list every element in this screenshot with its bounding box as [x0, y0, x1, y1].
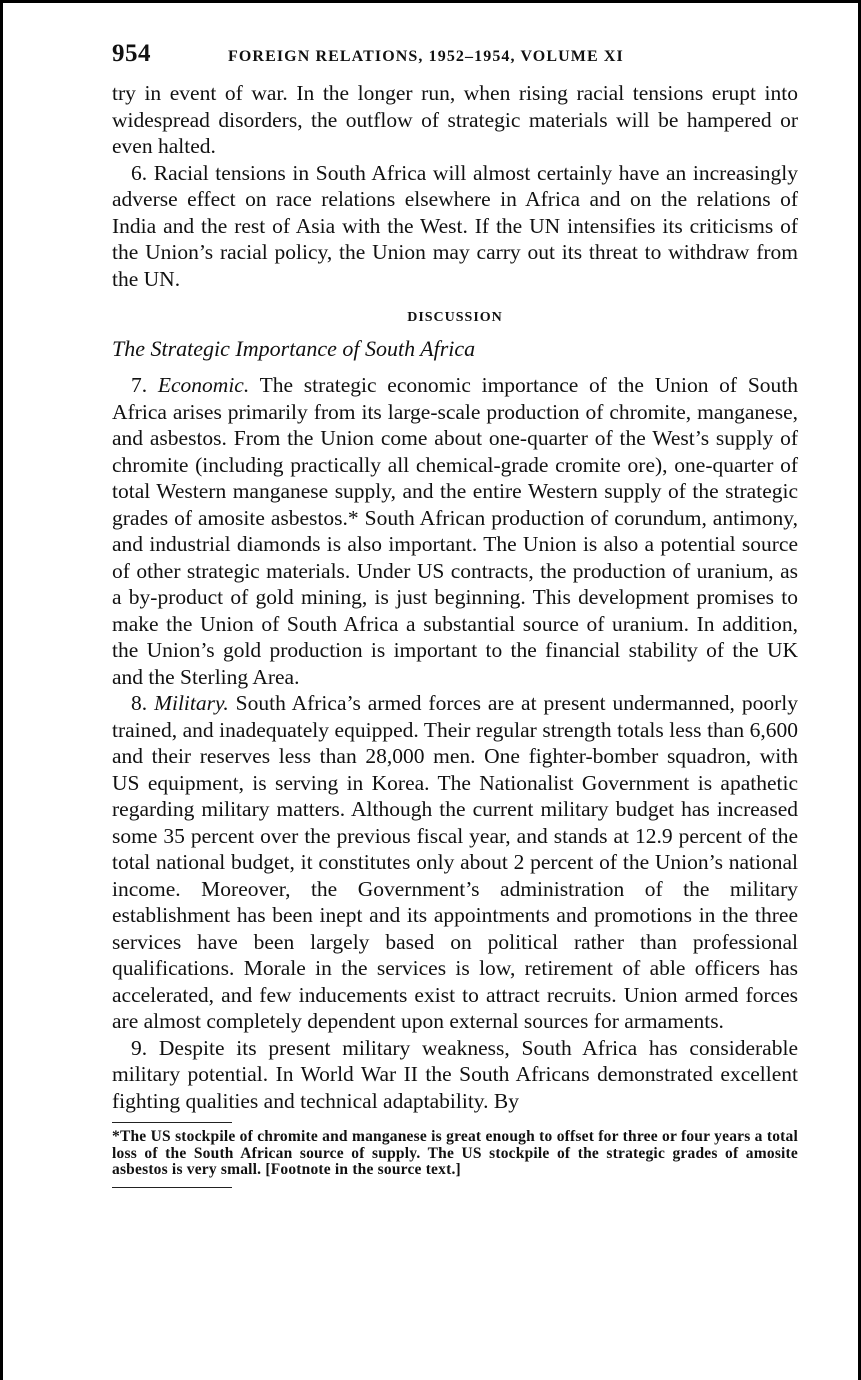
page-border-top	[0, 0, 861, 3]
paragraph-8-term: Military.	[154, 691, 229, 715]
page-border-left	[0, 0, 3, 1380]
running-head: FOREIGN RELATIONS, 1952–1954, VOLUME XI	[228, 48, 624, 65]
paragraph-9: 9. Despite its present military weakness, South Africa has considerable military potential. In World War II the South Africans demonstrated excellent fighting qualities and technical adaptability. By	[112, 1035, 798, 1113]
continuation-paragraph: try in event of war. In the longer run, when rising racial tensions erupt into widespread disorders, the outflow of strategic materials will be hampered or even halted.	[112, 81, 798, 158]
document-page	[112, 40, 798, 1188]
section-label: DISCUSSION	[407, 310, 503, 325]
paragraph-7	[112, 372, 798, 690]
page-number: 954	[112, 40, 151, 67]
paragraph-7-number: 7.	[131, 373, 158, 397]
page-header	[112, 40, 798, 80]
paragraph-8	[112, 690, 798, 1035]
footnote-divider	[112, 1122, 232, 1123]
paragraph-8-number: 8.	[131, 691, 155, 715]
paragraph-6: 6. Racial tensions in South Africa will almost certainly have an increasingly adverse effect on race relations elsewhere in Africa and on the relations of India and the rest of Asia with the West. If the UN intensifies its criticisms of the Union’s racial policy, the Union may carry out its threat to withdraw from the UN.	[112, 160, 798, 291]
footnote: *The US stockpile of chromite and manganese is great enough to offset for three or four years a total loss of the South African source of supply. The US stockpile of the strategic grades of amosite asbestos is very small. [Footnote in the source text.]	[112, 1128, 798, 1178]
paragraph-7-term: Economic.	[157, 373, 250, 397]
bottom-divider	[112, 1187, 232, 1188]
paragraph-7-text: The strategic economic importance of the Union of South Africa arises primarily from its large-scale production of chromite, manganese, and asbestos. From the Union come about one-quarter of the West’s supply of chromite (including practically all chemical-grade cromite ore), one-quarter of total Western manganese supply, and the entire Western supply of the strategic grades of amosite asbestos.* South African production of corundum, antimony, and industrial diamonds is also important. The Union is also a potential source of other strategic materials. Under US contracts, the production of uranium, as a by-product of gold mining, is just beginning. This development promises to make the Union of South Africa a substantial source of uranium. In addition, the Union’s gold production is important to the financial stability of the UK and the Sterling Area.	[112, 373, 799, 689]
paragraph-8-text: South Africa’s armed forces are at present undermanned, poorly trained, and inadequately equipped. Their regular strength totals less than 6,600 and their reserves less than 28,000 men. One fighter-bomber squadron, with US equipment, is serving in Korea. The Nationalist Government is apathetic regarding military matters. Although the current military budget has increased some 35 percent over the previous fiscal year, and stands at 12.9 percent of the total national budget, it constitutes only about 2 percent of the Union’s national income. Moreover, the Government’s administration of the military establishment has been inept and its appointments and promotions in the three services have been largely based on political rather than professional qualifications. Morale in the services is low, retirement of able officers has accelerated, and few inducements exist to attract recruits. Union armed forces are almost completely dependent upon external sources for armaments.	[112, 691, 798, 1033]
body-text	[112, 80, 798, 1114]
section-title: The Strategic Importance of South Africa	[112, 336, 476, 361]
